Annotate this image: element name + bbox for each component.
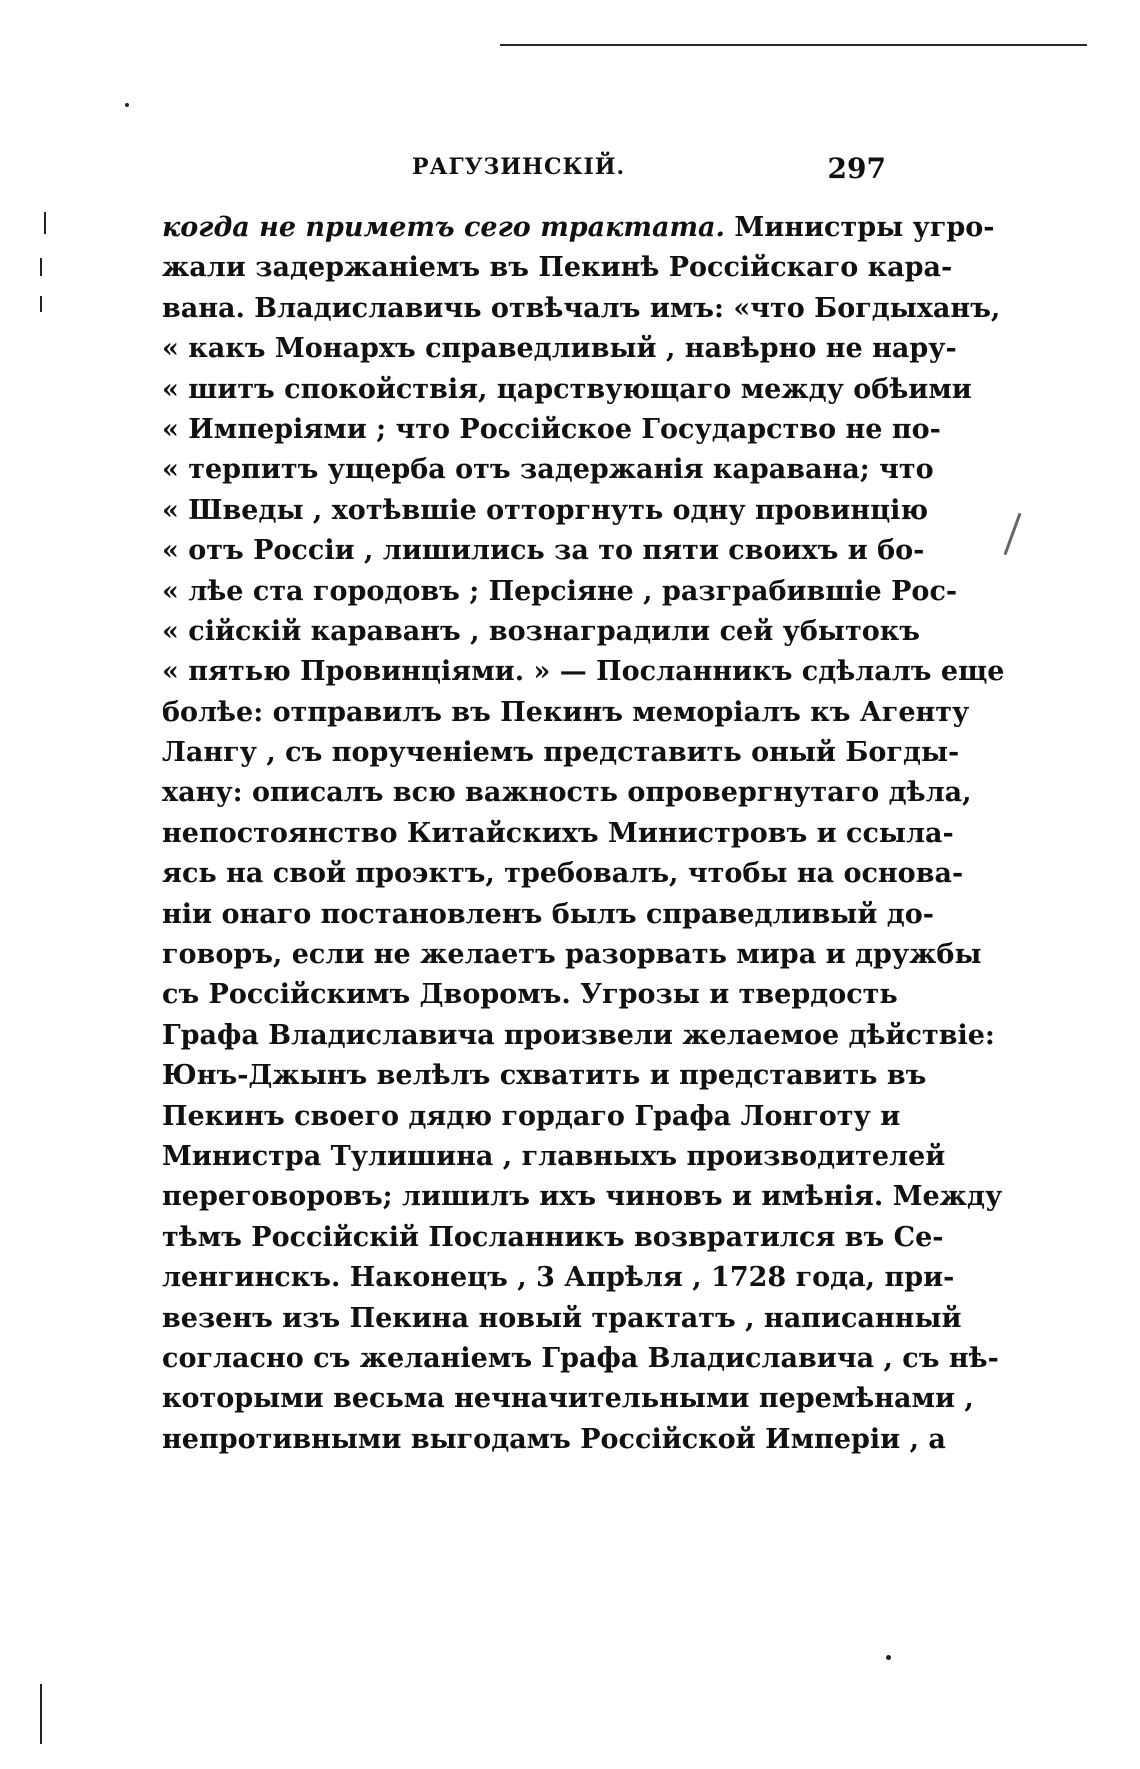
text-line: « отъ Россіи , лишились за то пяти своихъ и бо- bbox=[162, 535, 925, 567]
text-line: говоръ, если не желаетъ разорвать мира и дружбы bbox=[162, 939, 982, 971]
margin-mark bbox=[40, 296, 42, 312]
body-text bbox=[162, 208, 1005, 1460]
text-line: ніи онаго постановленъ былъ справедливый до- bbox=[162, 898, 934, 930]
italic-phrase: когда не приметъ сего трактата. bbox=[162, 212, 725, 243]
text-line: « терпитъ ущерба отъ задержанія каравана; что bbox=[162, 454, 934, 486]
text-line: хану: описалъ всю важность опровергнутаго дѣла, bbox=[162, 777, 972, 809]
text-line: Пекинъ своего дядю гордаго Графа Лонготу и bbox=[162, 1100, 901, 1132]
running-head: РАГУЗИНСКІЙ. bbox=[412, 154, 626, 180]
text-line: согласно съ желаніемъ Графа Владиславича , съ нѣ- bbox=[162, 1342, 999, 1374]
text-line: Лангу , съ порученіемъ представить оный Богды- bbox=[162, 737, 960, 769]
text-line: жали задержаніемъ въ Пекинѣ Россійскаго кара- bbox=[162, 252, 953, 284]
text-line: ясь на свой проэктъ, требовалъ, чтобы на основа- bbox=[162, 858, 964, 890]
margin-mark bbox=[40, 258, 42, 276]
text-line: ленгинскъ. Наконецъ , 3 Апрѣля , 1728 года, при- bbox=[162, 1262, 955, 1294]
text-line: везенъ изъ Пекина новый трактатъ , написанный bbox=[162, 1302, 962, 1334]
text-span: Министры угро- bbox=[724, 212, 995, 243]
speck bbox=[125, 103, 129, 107]
text-line: « какъ Монархъ справедливый , навѣрно не нару- bbox=[162, 333, 957, 365]
text-line: тѣмъ Россійскій Посланникъ возвратился въ Се- bbox=[162, 1221, 944, 1253]
speck bbox=[886, 1655, 891, 1660]
text-line: Юнъ-Джынъ велѣлъ схватить и представить въ bbox=[162, 1060, 927, 1092]
text-line: « сійскій караванъ , вознаградили сей убытокъ bbox=[162, 615, 920, 647]
text-line bbox=[162, 208, 995, 248]
text-line: непостоянство Китайскихъ Министровъ и ссыла- bbox=[162, 817, 954, 849]
speck bbox=[1004, 513, 1022, 555]
text-line: болѣе: отправилъ въ Пекинъ меморіалъ къ Агенту bbox=[162, 696, 970, 728]
top-rule bbox=[500, 44, 1087, 46]
text-line: Графа Владиславича произвели желаемое дѣйствіе: bbox=[162, 1019, 995, 1051]
text-line: съ Россійскимъ Дворомъ. Угрозы и твердость bbox=[162, 979, 898, 1011]
text-line: непротивными выгодамъ Россійской Имперіи , а bbox=[162, 1423, 946, 1455]
text-line: « шитъ спокойствія, царствующаго между обѣими bbox=[162, 373, 972, 405]
text-line: переговоровъ; лишилъ ихъ чиновъ и имѣнія. Между bbox=[162, 1181, 1003, 1213]
text-line: которыми весьма нечначительными перемѣнами , bbox=[162, 1383, 974, 1415]
text-line: вана. Владиславичь отвѣчалъ имъ: «что Богдыханъ, bbox=[162, 292, 1001, 324]
text-line: « пятью Провинціями. » — Посланникъ сдѣлалъ еще bbox=[162, 656, 1005, 688]
text-line: « лѣе ста городовъ ; Персіяне , разграбившіе Рос- bbox=[162, 575, 958, 607]
text-line: Министра Тулишина , главныхъ производителей bbox=[162, 1140, 946, 1172]
page-header bbox=[162, 152, 886, 192]
margin-mark bbox=[40, 1684, 42, 1744]
text-line: « Имперіями ; что Россійское Государство не по- bbox=[162, 413, 941, 445]
text-line: « Шведы , хотѣвшіе отторгнуть одну провинцію bbox=[162, 494, 929, 526]
page-number: 297 bbox=[827, 152, 886, 185]
margin-mark bbox=[44, 212, 46, 234]
